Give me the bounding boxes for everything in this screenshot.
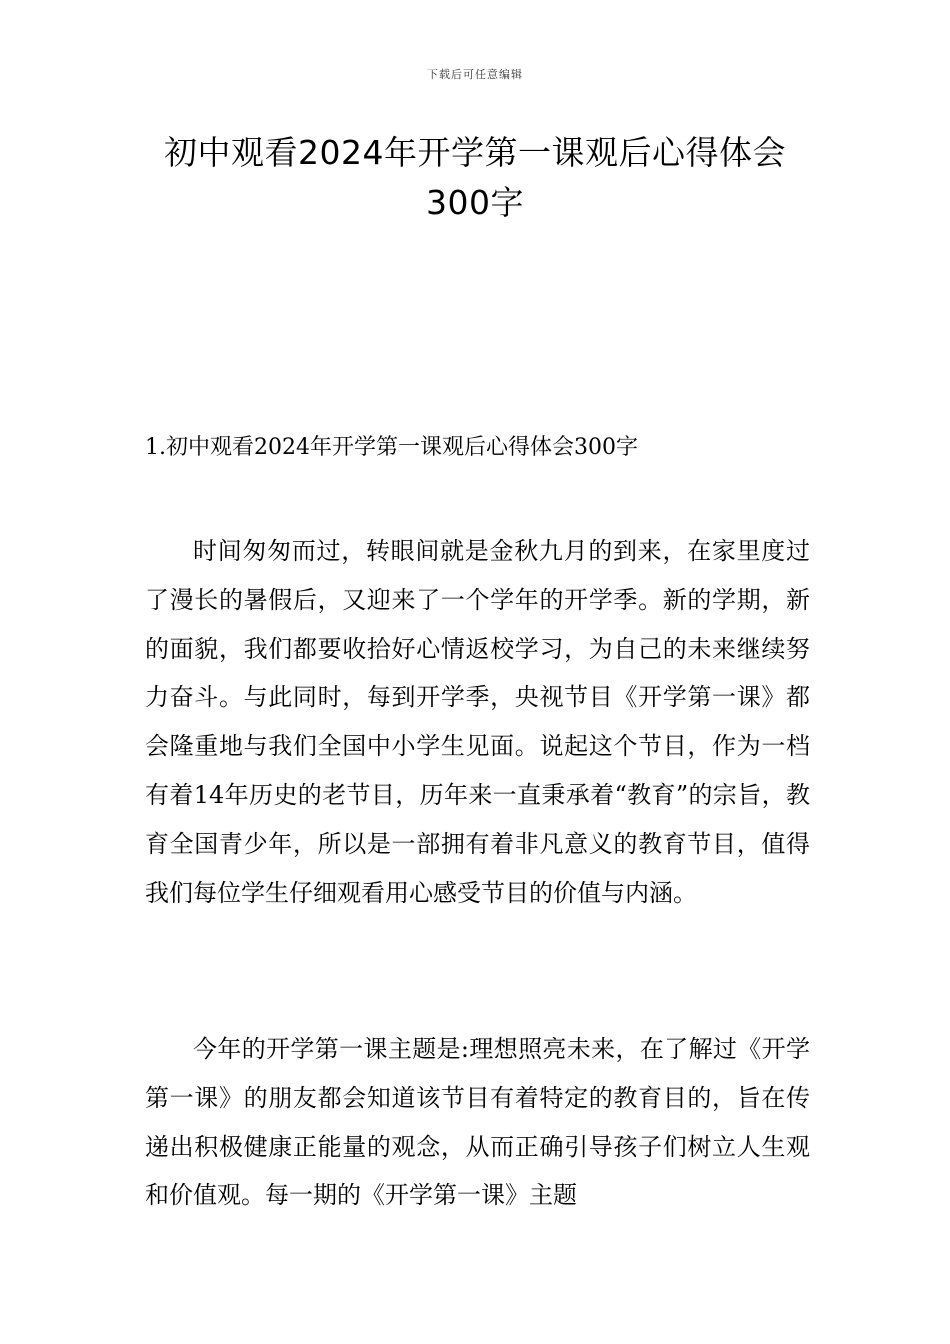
section-heading: 1.初中观看2024年开学第一课观后心得体会300字 <box>145 435 638 460</box>
header-note: 下载后可任意编辑 <box>427 68 523 81</box>
document-title-line-1: 初中观看2024年开学第一课观后心得体会 <box>164 133 786 172</box>
paragraph-1: 时间匆匆而过，转眼间就是金秋九月的到来，在家里度过了漫长的暑假后，又迎来了一个学年的开学季。新的学期，新的面貌，我们都要收拾好心情返校学习，为自己的未来继续努力奋斗。与此同时，每到开学季，央视节目《开学第一课》都会隆重地与我们全国中小学生见面。说起这个节目，作为一档有着14年历史的老节目，历年来一直秉承着“教育”的宗旨，教育全国青少年，所以是一部拥有着非凡意义的教育节目，值得我们每位学生仔细观看用心感受节目的价值与内涵。 <box>145 537 810 907</box>
document-title-line-2: 300字 <box>426 183 524 222</box>
document-title <box>120 128 830 228</box>
paragraph-2: 今年的开学第一课主题是:理想照亮未来，在了解过《开学第一课》的朋友都会知道该节目有着特定的教育目的，旨在传递出积极健康正能量的观念，从而正确引导孩子们树立人生观和价值观。每一期的《开学第一课》主题 <box>145 1035 810 1210</box>
